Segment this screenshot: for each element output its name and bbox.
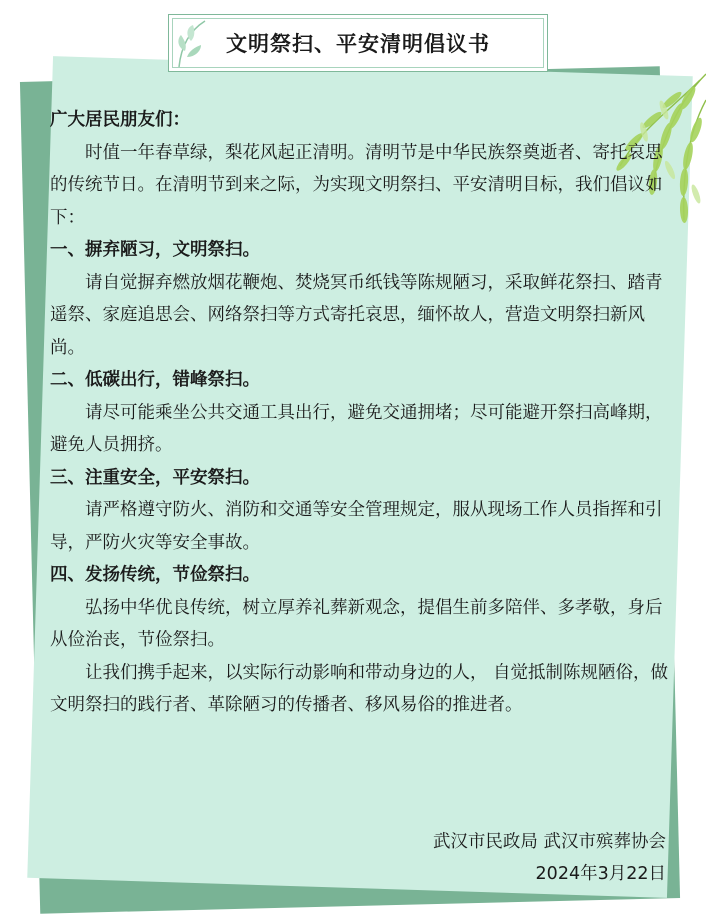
section-heading-1: 一、摒弃陋习，文明祭扫。 bbox=[50, 240, 260, 260]
section-heading-2: 二、低碳出行，错峰祭扫。 bbox=[50, 370, 260, 390]
section-body-3: 请严格遵守防火、消防和交通等安全管理规定，服从现场工作人员指挥和引导，严防火灾等安全事故。 bbox=[50, 500, 663, 553]
section-body-1: 请自觉摒弃燃放烟花鞭炮、焚烧冥币纸钱等陈规陋习，采取鲜花祭扫、踏青遥祭、家庭追思会、网络祭扫等方式寄托哀思，缅怀故人，营造文明祭扫新风尚。 bbox=[50, 272, 663, 358]
signature-block bbox=[266, 826, 666, 890]
letter-body bbox=[50, 104, 670, 722]
section-heading-4: 四、发扬传统，节俭祭扫。 bbox=[50, 565, 260, 585]
section-body-2: 请尽可能乘坐公共交通工具出行，避免交通拥堵；尽可能避开祭扫高峰期，避免人员拥挤。 bbox=[50, 402, 663, 455]
greeting: 广大居民朋友们： bbox=[50, 110, 190, 130]
section-heading-3: 三、注重安全，平安祭扫。 bbox=[50, 467, 260, 488]
title-box bbox=[168, 14, 548, 72]
closing-paragraph: 让我们携手起来，以实际行动影响和带动身边的人， 自觉抵制陈规陋俗，做文明祭扫的践行者、革除陋习的传播者、移风易俗的推进者。 bbox=[50, 662, 669, 715]
page-title: 文明祭扫、平安清明倡议书 bbox=[226, 32, 490, 56]
section-body-4: 弘扬中华优良传统，树立厚养礼葬新观念，提倡生前多陪伴、多孝敬，身后从俭治丧，节俭祭扫。 bbox=[50, 597, 663, 650]
signature-org: 武汉市民政局 武汉市殡葬协会 bbox=[432, 832, 666, 852]
signature-date: 2024年3月22日 bbox=[535, 864, 666, 884]
intro-paragraph: 时值一年春草绿，梨花风起正清明。清明节是中华民族祭奠逝者、寄托哀思的传统节日。在清明节到来之际，为实现文明祭扫、平安清明目标，我们倡议如下： bbox=[50, 142, 663, 228]
